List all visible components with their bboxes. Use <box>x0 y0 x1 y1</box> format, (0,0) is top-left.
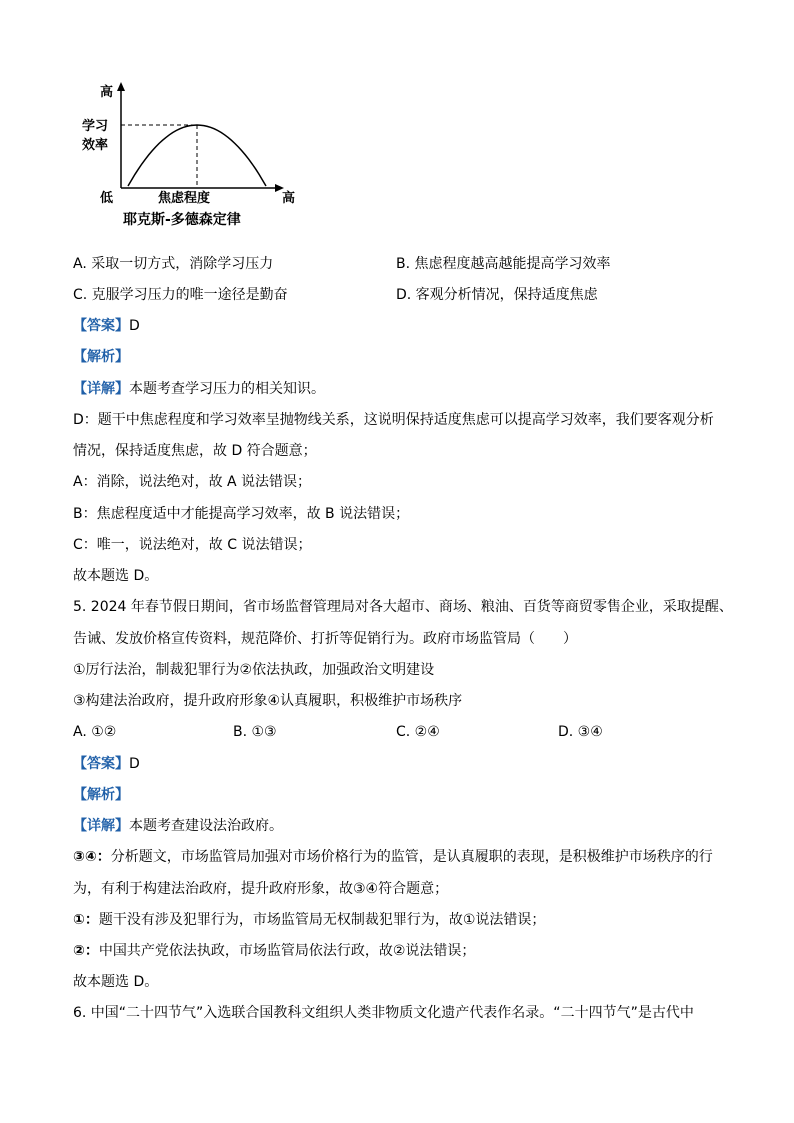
chart-title: 耶克斯-多德森定律 <box>123 212 241 228</box>
yerkes-dodson-chart <box>78 78 318 238</box>
q5-items-12: ①厉行法治，制裁犯罪行为②依法执政，加强政治文明建设 <box>73 662 435 678</box>
q5-explain-1-lead: ③④： <box>73 849 111 865</box>
q4-option-c: C. 克服学习压力的唯一途径是勤奋 <box>73 287 288 303</box>
q5-explain-4-lead: ②： <box>73 943 99 959</box>
q5-option-c: C. ②④ <box>396 724 440 740</box>
q5-explain-2: 为，有利于构建法治政府，提升政府形象，故③④符合题意； <box>73 881 449 897</box>
q4-explain-2: 情况，保持适度焦虑，故 D 符合题意； <box>73 443 317 459</box>
detail-tag: 【详解】 <box>73 381 129 397</box>
x-low-label: 低 <box>100 191 114 206</box>
y-high-label: 高 <box>100 85 114 100</box>
x-axis-label: 焦虑程度 <box>158 191 211 206</box>
x-high-label: 高 <box>282 191 296 206</box>
q5-detail-line <box>73 816 283 836</box>
q4-detail-line <box>73 379 325 399</box>
q5-explain-1-text: 分析题文，市场监管局加强对市场价格行为的监管，是认真履职的表现，是积极维护市场秩序的行 <box>110 849 713 865</box>
q5-detail: 本题考查建设法治政府。 <box>129 818 283 834</box>
q5-option-a: A. ①② <box>73 724 117 740</box>
q4-answer-line <box>73 316 140 336</box>
answer-tag: 【答案】 <box>73 756 129 772</box>
q5-answer-line <box>73 754 140 774</box>
q5-explain-1 <box>73 847 713 867</box>
q4-analysis-line <box>73 347 129 367</box>
q4-explain-3: A：消除，说法绝对，故 A 说法错误； <box>73 474 312 490</box>
q5-analysis-line <box>73 785 129 805</box>
detail-tag: 【详解】 <box>73 818 129 834</box>
q5-stem-2: 告诫、发放价格宣传资料，规范降价、打折等促销行为。政府市场监管局（ ） <box>73 631 577 647</box>
y-label-line2: 效率 <box>82 138 109 153</box>
analysis-tag: 【解析】 <box>73 787 129 803</box>
q4-answer: D <box>129 318 140 334</box>
y-label-line1: 学习 <box>82 119 109 134</box>
q4-option-d: D. 客观分析情况，保持适度焦虑 <box>396 287 598 303</box>
q5-option-d: D. ③④ <box>558 724 603 740</box>
q5-explain-4-text: 中国共产党依法执政，市场监管局依法行政，故②说法错误； <box>98 943 476 959</box>
q4-explain-5: C：唯一，说法绝对，故 C 说法错误； <box>73 537 312 553</box>
q4-option-a: A. 采取一切方式，消除学习压力 <box>73 256 274 272</box>
q4-explain-1: D：题干中焦虑程度和学习效率呈抛物线关系，这说明保持适度焦虑可以提高学习效率，我们要客观分析 <box>73 412 714 428</box>
analysis-tag: 【解析】 <box>73 349 129 365</box>
q5-answer: D <box>129 756 140 772</box>
q5-explain-3-lead: ①： <box>73 912 99 928</box>
q4-explain-4: B：焦虑程度适中才能提高学习效率，故 B 说法错误； <box>73 506 410 522</box>
q5-conclusion: 故本题选 D。 <box>73 974 159 990</box>
q5-explain-3 <box>73 910 545 930</box>
q5-explain-4 <box>73 941 475 961</box>
q5-stem-1: 5. 2024 年春节假日期间，省市场监督管理局对各大超市、商场、粮油、百货等商贸零售企业，采取提醒、 <box>73 599 733 615</box>
q4-option-b: B. 焦虑程度越高越能提高学习效率 <box>396 256 611 272</box>
q4-conclusion: 故本题选 D。 <box>73 568 159 584</box>
q5-explain-3-text: 题干没有涉及犯罪行为，市场监管局无权制裁犯罪行为，故①说法错误； <box>98 912 546 928</box>
q4-detail: 本题考查学习压力的相关知识。 <box>129 381 325 397</box>
y-axis-arrow <box>117 82 125 91</box>
q5-option-b: B. ①③ <box>233 724 277 740</box>
q5-items-34: ③构建法治政府，提升政府形象④认真履职，积极维护市场秩序 <box>73 693 463 709</box>
answer-tag: 【答案】 <box>73 318 129 334</box>
q6-stem-1: 6. 中国“二十四节气”入选联合国教科文组织人类非物质文化遗产代表作名录。“二十四节气”是古代中 <box>73 1005 694 1021</box>
